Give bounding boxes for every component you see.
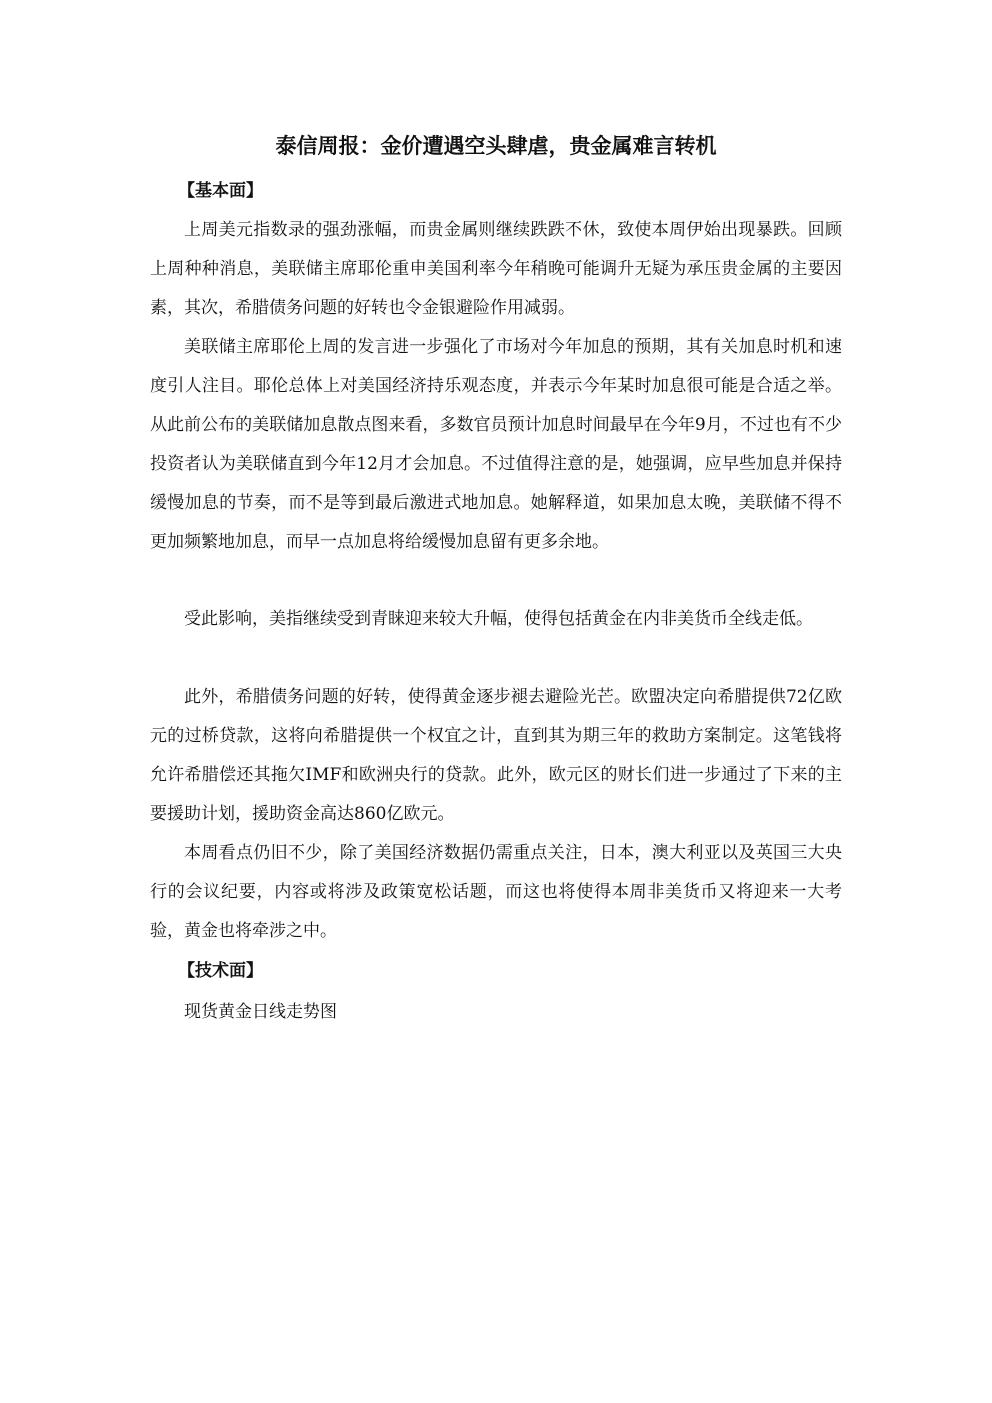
section-heading-technical: 【技术面】 bbox=[178, 961, 263, 981]
paragraph-1: 上周美元指数录的强劲涨幅，而贵金属则继续跌跌不休，致使本周伊始出现暴跌。回顾上周种种消息，美联储主席耶伦重申美国利率今年稍晚可能调升无疑为承压贵金属的主要因素，其次，希腊债务问题的好转也令金银避险作用减弱。 bbox=[150, 220, 842, 318]
paragraph-4: 此外，希腊债务问题的好转，使得黄金逐步褪去避险光芒。欧盟决定向希腊提供72亿欧元的过桥贷款，这将向希腊提供一个权宜之计，直到其为期三年的救助方案制定。这笔钱将允许希腊偿还其拖欠IMF和欧洲央行的贷款。此外，欧元区的财长们进一步通过了下来的主要援助计划，援助资金高达860亿欧元。 bbox=[150, 687, 842, 824]
paragraph-2: 美联储主席耶伦上周的发言进一步强化了市场对今年加息的预期，其有关加息时机和速度引人注目。耶伦总体上对美国经济持乐观态度，并表示今年某时加息很可能是合适之举。从此前公布的美联储加息散点图来看，多数官员预计加息时间最早在今年9月，不过也有不少投资者认为美联储直到今年12月才会加息。不过值得注意的是，她强调，应早些加息并保持缓慢加息的节奏，而不是等到最后激进式地加息。她解释道，如果加息太晚，美联储不得不更加频繁地加息，而早一点加息将给缓慢加息留有更多余地。 bbox=[150, 337, 842, 552]
section-heading-fundamental: 【基本面】 bbox=[178, 181, 263, 201]
chart-caption: 现货黄金日线走势图 bbox=[184, 1002, 337, 1022]
document-title: 泰信周报：金价遭遇空头肆虐，贵金属难言转机 bbox=[275, 134, 717, 158]
paragraph-3: 受此影响，美指继续受到青睐迎来较大升幅，使得包括黄金在内非美货币全线走低。 bbox=[184, 609, 813, 629]
paragraph-5: 本周看点仍旧不少，除了美国经济数据仍需重点关注，日本，澳大利亚以及英国三大央行的会议纪要，内容或将涉及政策宽松话题，而这也将使得本周非美货币又将迎来一大考验，黄金也将牵涉之中。 bbox=[150, 843, 842, 941]
